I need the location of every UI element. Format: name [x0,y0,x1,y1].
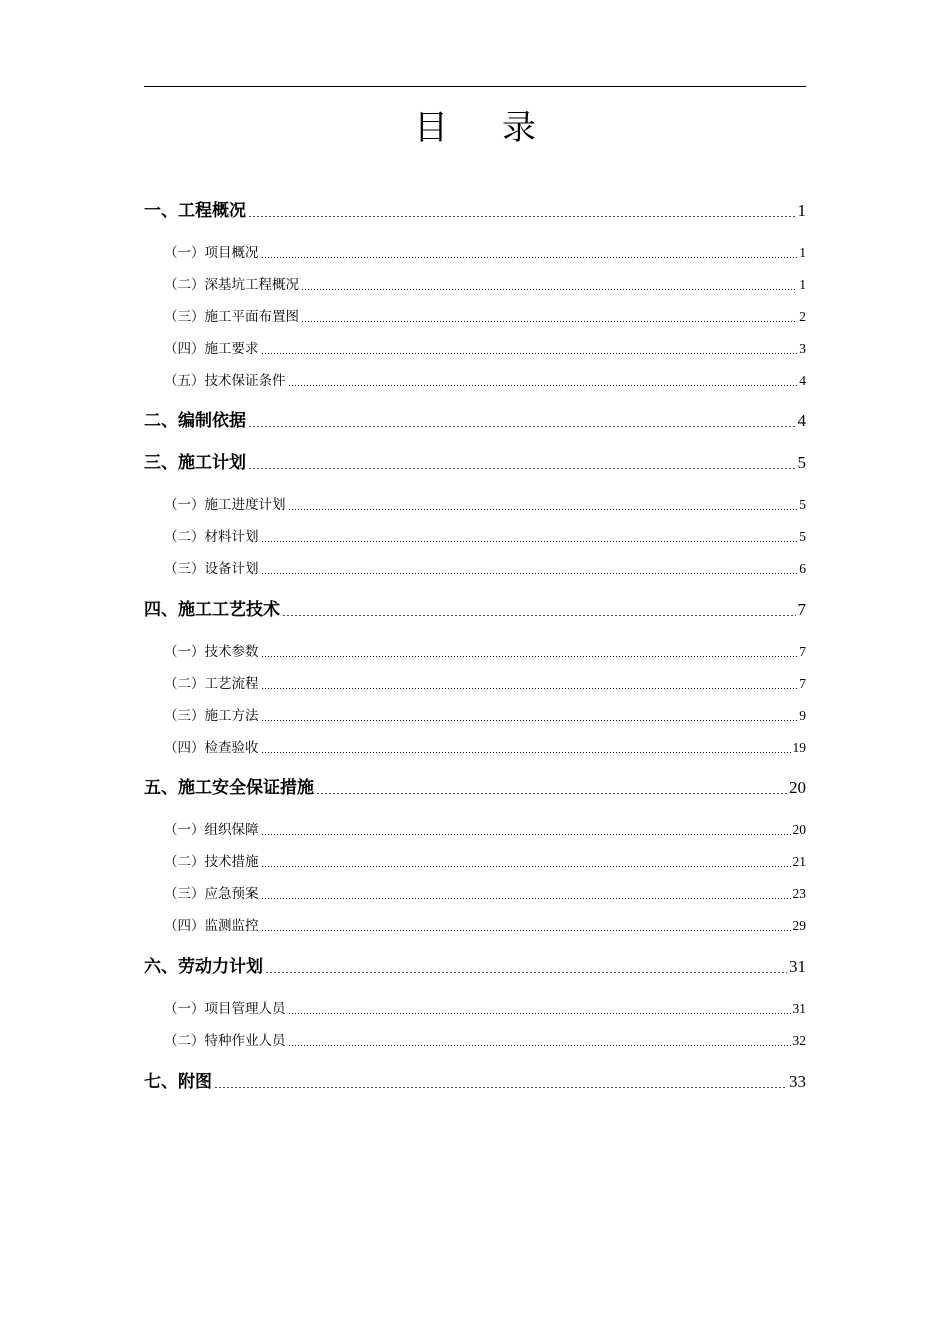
toc-entry-label: （三）应急预案 [164,886,259,902]
dot-leader [248,406,796,431]
toc-section[interactable] [144,952,806,977]
dot-leader [248,448,796,473]
toc-entry-label: （一）施工进度计划 [164,497,286,513]
toc-page-number: 32 [792,1033,806,1048]
dot-leader [261,704,798,724]
page-title [144,104,806,152]
toc-section[interactable] [144,1067,806,1092]
toc-subsection[interactable] [164,736,806,756]
toc-page-number: 9 [799,708,806,723]
toc-page-number: 1 [799,245,806,260]
toc-subsection[interactable] [164,850,806,870]
toc-subsection[interactable] [164,818,806,838]
toc-entry-label: （二）工艺流程 [164,676,259,692]
toc-page-number: 31 [792,1001,806,1016]
toc-page-number: 1 [797,201,806,220]
dot-leader [214,1067,787,1092]
dot-leader [261,557,798,577]
toc-page-number: 31 [789,957,806,976]
toc-subsection[interactable] [164,997,806,1017]
toc-entry-label: 二、编制依据 [144,411,246,431]
toc-entry-label: （一）项目概况 [164,245,259,261]
toc-subsection[interactable] [164,640,806,660]
toc-entry-label: 六、劳动力计划 [144,957,263,977]
dot-leader [261,914,791,934]
dot-leader [316,773,787,798]
toc-subsection[interactable] [164,241,806,261]
toc-section[interactable] [144,773,806,798]
dot-leader [265,952,787,977]
dot-leader [261,818,791,838]
toc-page-number: 23 [792,886,806,901]
toc-page-number: 5 [799,497,806,512]
toc-section[interactable] [144,406,806,431]
toc-entry-label: （二）特种作业人员 [164,1033,286,1049]
toc-entry-label: （一）组织保障 [164,822,259,838]
dot-leader [288,369,798,389]
toc-subsection[interactable] [164,525,806,545]
toc-subsection[interactable] [164,1029,806,1049]
dot-leader [288,493,798,513]
toc-entry-label: （二）材料计划 [164,529,259,545]
toc-page-number: 29 [792,918,806,933]
toc-subsection[interactable] [164,914,806,934]
dot-leader [261,672,798,692]
dot-leader [261,640,798,660]
toc-subsection[interactable] [164,305,806,325]
toc-page-number: 1 [799,277,806,292]
toc-subsection[interactable] [164,704,806,724]
dot-leader [261,337,798,357]
toc-page-number: 4 [797,411,806,430]
toc-page-number: 2 [799,309,806,324]
toc-page-number: 21 [792,854,806,869]
dot-leader [261,882,791,902]
toc-entry-label: 四、施工工艺技术 [144,600,280,620]
toc-page-number: 7 [799,676,806,691]
toc-page-number: 4 [799,373,806,388]
dot-leader [288,1029,791,1049]
toc-entry-label: （四）监测监控 [164,918,259,934]
toc-entry-label: （一）项目管理人员 [164,1001,286,1017]
toc-entry-label: 一、工程概况 [144,201,246,221]
dot-leader [282,595,796,620]
toc-entry-label: 七、附图 [144,1072,212,1092]
toc-page-number: 6 [799,561,806,576]
dot-leader [301,273,797,293]
toc-subsection[interactable] [164,493,806,513]
dot-leader [261,241,798,261]
toc-page-number: 5 [799,529,806,544]
dot-leader [261,736,791,756]
dot-leader [261,850,791,870]
toc-subsection[interactable] [164,557,806,577]
toc-page-number: 33 [789,1072,806,1091]
toc-entry-label: （二）技术措施 [164,854,259,870]
toc-entry-label: （五）技术保证条件 [164,373,286,389]
toc-subsection[interactable] [164,369,806,389]
toc-page-number: 19 [792,740,806,755]
toc-entry-label: （四）施工要求 [164,341,259,357]
toc-entry-label: （一）技术参数 [164,644,259,660]
toc-page-number: 3 [799,341,806,356]
toc-entry-label: （三）施工方法 [164,708,259,724]
dot-leader [248,196,796,221]
toc-entry-label: （三）设备计划 [164,561,259,577]
title-char-2: 录 [502,108,536,148]
toc-page-number: 5 [797,453,806,472]
toc-subsection[interactable] [164,273,806,293]
toc-subsection[interactable] [164,337,806,357]
dot-leader [261,525,798,545]
toc-entry-label: 五、施工安全保证措施 [144,778,314,798]
toc-section[interactable] [144,595,806,620]
toc-page-number: 7 [797,600,806,619]
toc-entry-label: （二）深基坑工程概况 [164,277,299,293]
toc-page-number: 20 [792,822,806,837]
dot-leader [288,997,791,1017]
toc-subsection[interactable] [164,672,806,692]
toc-page-number: 7 [799,644,806,659]
toc-page-number: 20 [789,778,806,797]
toc-entry-label: 三、施工计划 [144,453,246,473]
dot-leader [301,305,797,325]
toc-entry-label: （三）施工平面布置图 [164,309,299,325]
toc-entry-label: （四）检查验收 [164,740,259,756]
title-char-1: 目 [414,108,448,148]
toc-section[interactable] [144,196,806,221]
toc-subsection[interactable] [164,882,806,902]
header-rule [144,86,806,87]
toc-section[interactable] [144,448,806,473]
